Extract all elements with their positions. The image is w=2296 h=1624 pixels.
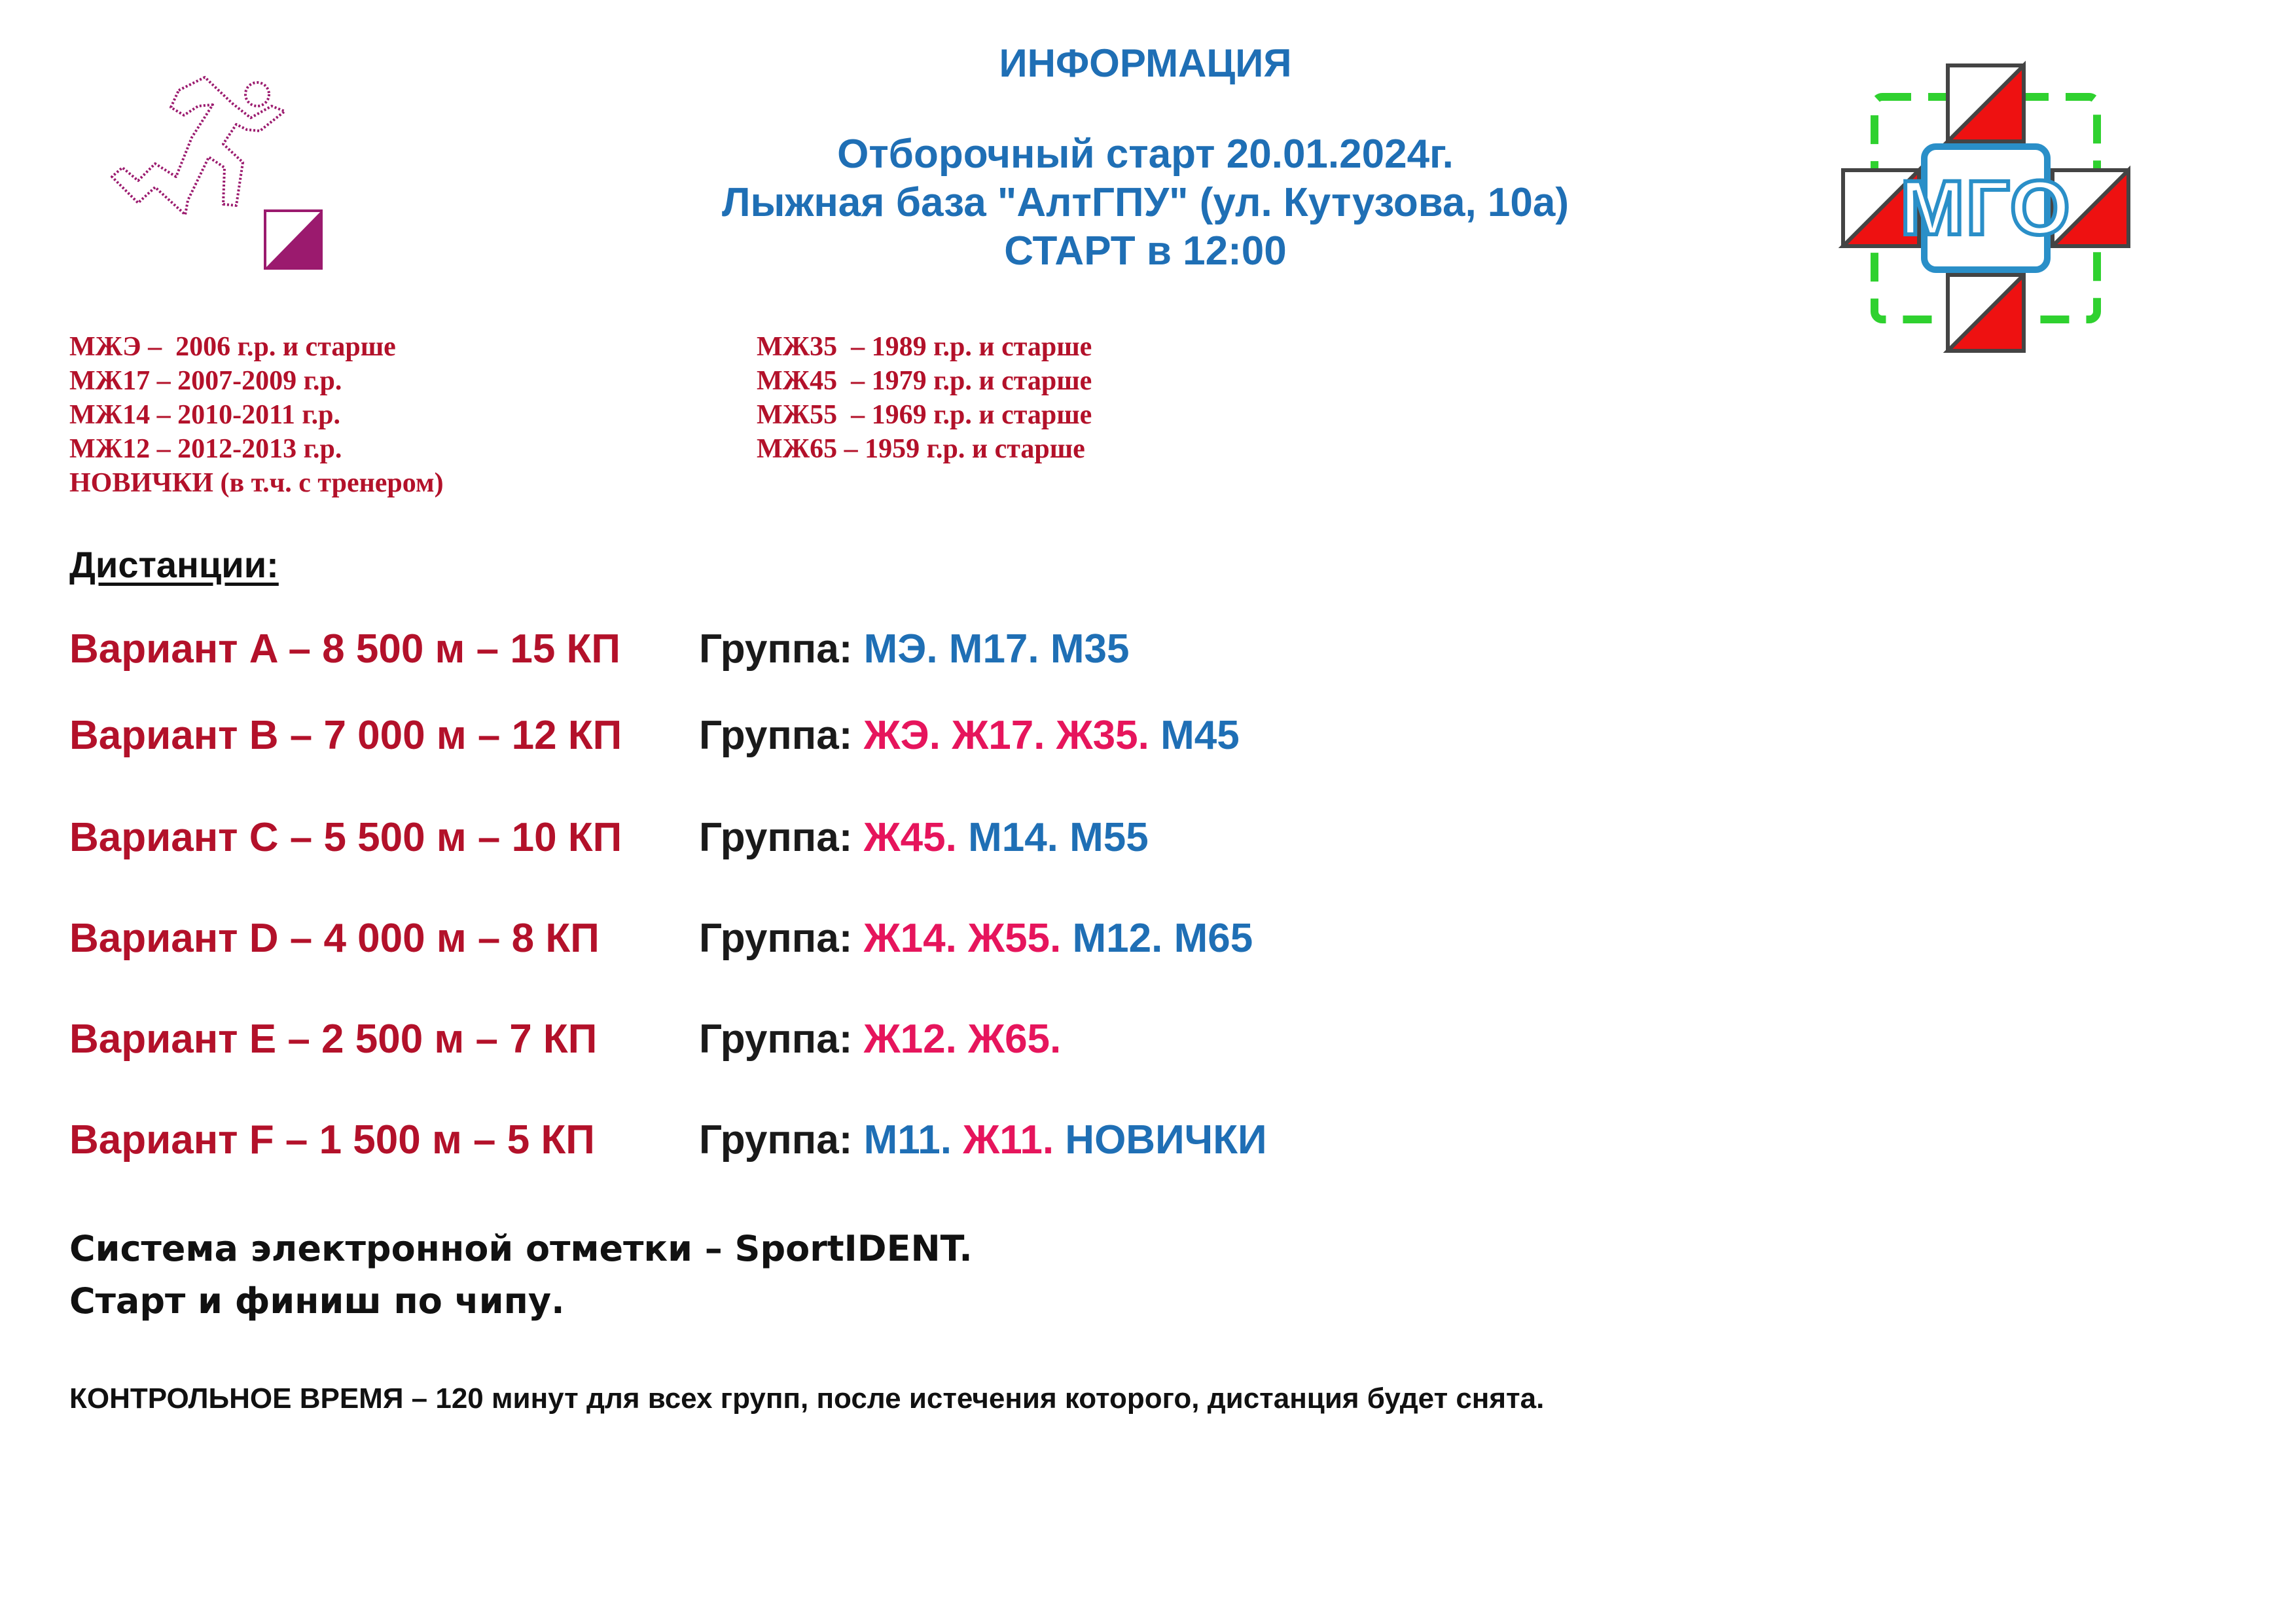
age-group-left-4: МЖ12 – 2012-2013 г.р. xyxy=(69,434,342,464)
age-group-right-3: МЖ55 – 1969 г.р. и старше xyxy=(757,400,1092,430)
mgo-orienteering-logo xyxy=(1838,60,2134,356)
female-groups: Ж14. Ж55. xyxy=(863,916,1062,961)
female-groups: Ж45. xyxy=(863,815,957,860)
age-group-right-1: МЖ35 – 1989 г.р. и старше xyxy=(757,332,1092,362)
female-groups: Ж12. Ж65. xyxy=(863,1017,1062,1062)
runner-orienteering-icon xyxy=(108,65,337,275)
group-label: Группа: xyxy=(699,815,853,860)
group-label: Группа: xyxy=(699,916,853,961)
group-label: Группа: xyxy=(699,713,853,758)
group-label: Группа: xyxy=(699,626,853,672)
mgo-lettering: МГО xyxy=(1900,165,2072,251)
event-title: Отборочный старт 20.01.2024г. xyxy=(837,132,1454,177)
control-time-note: КОНТРОЛЬНОЕ ВРЕМЯ – 120 минут для всех групп, после истечения которого, дистанция будет снята. xyxy=(69,1382,1545,1415)
age-group-left-2: МЖ17 – 2007-2009 г.р. xyxy=(69,366,342,396)
female-groups: Ж11. xyxy=(963,1117,1054,1163)
start-time: СТАРТ в 12:00 xyxy=(1004,228,1287,274)
timing-system-note: Система электронной отметки – SportIDENT. xyxy=(69,1228,973,1269)
age-group-left-1: МЖЭ – 2006 г.р. и старше xyxy=(69,332,396,362)
variant-label: Вариант F – 1 500 м – 5 КП xyxy=(69,1117,595,1163)
female-groups: ЖЭ. Ж17. Ж35. xyxy=(863,713,1149,758)
male-groups: М14. М55 xyxy=(968,815,1149,860)
variant-label: Вариант B – 7 000 м – 12 КП xyxy=(69,713,622,758)
variant-label: Вариант C – 5 500 м – 10 КП xyxy=(69,815,622,860)
distances-heading: Дистанции: xyxy=(69,544,279,585)
variant-groups xyxy=(699,712,1240,759)
age-group-right-2: МЖ45 – 1979 г.р. и старше xyxy=(757,366,1092,396)
group-label: Группа: xyxy=(699,1017,853,1062)
age-group-left-5: НОВИЧКИ (в т.ч. с тренером) xyxy=(69,468,444,498)
male-groups: М45 xyxy=(1160,713,1240,758)
event-location: Лыжная база "АлтГПУ" (ул. Кутузова, 10а) xyxy=(721,180,1570,225)
variant-groups xyxy=(699,915,1253,962)
info-title: ИНФОРМАЦИЯ xyxy=(999,41,1292,85)
age-group-left-3: МЖ14 – 2010-2011 г.р. xyxy=(69,400,341,430)
group-label: Группа: xyxy=(699,1117,853,1163)
male-groups: М12. М65 xyxy=(1072,916,1253,961)
variant-label: Вариант D – 4 000 м – 8 КП xyxy=(69,916,600,961)
age-group-right-4: МЖ65 – 1959 г.р. и старше xyxy=(757,434,1085,464)
variant-label: Вариант E – 2 500 м – 7 КП xyxy=(69,1017,598,1062)
male-groups: М11. xyxy=(863,1117,952,1163)
chip-start-finish-note: Старт и финиш по чипу. xyxy=(69,1280,565,1322)
variant-groups xyxy=(699,626,1129,672)
beginners-group: НОВИЧКИ xyxy=(1065,1117,1267,1163)
variant-label: Вариант A – 8 500 м – 15 КП xyxy=(69,626,620,672)
variant-groups xyxy=(699,1117,1267,1163)
variant-groups xyxy=(699,814,1149,861)
variant-groups xyxy=(699,1016,1061,1062)
male-groups: МЭ. М17. М35 xyxy=(863,626,1130,672)
